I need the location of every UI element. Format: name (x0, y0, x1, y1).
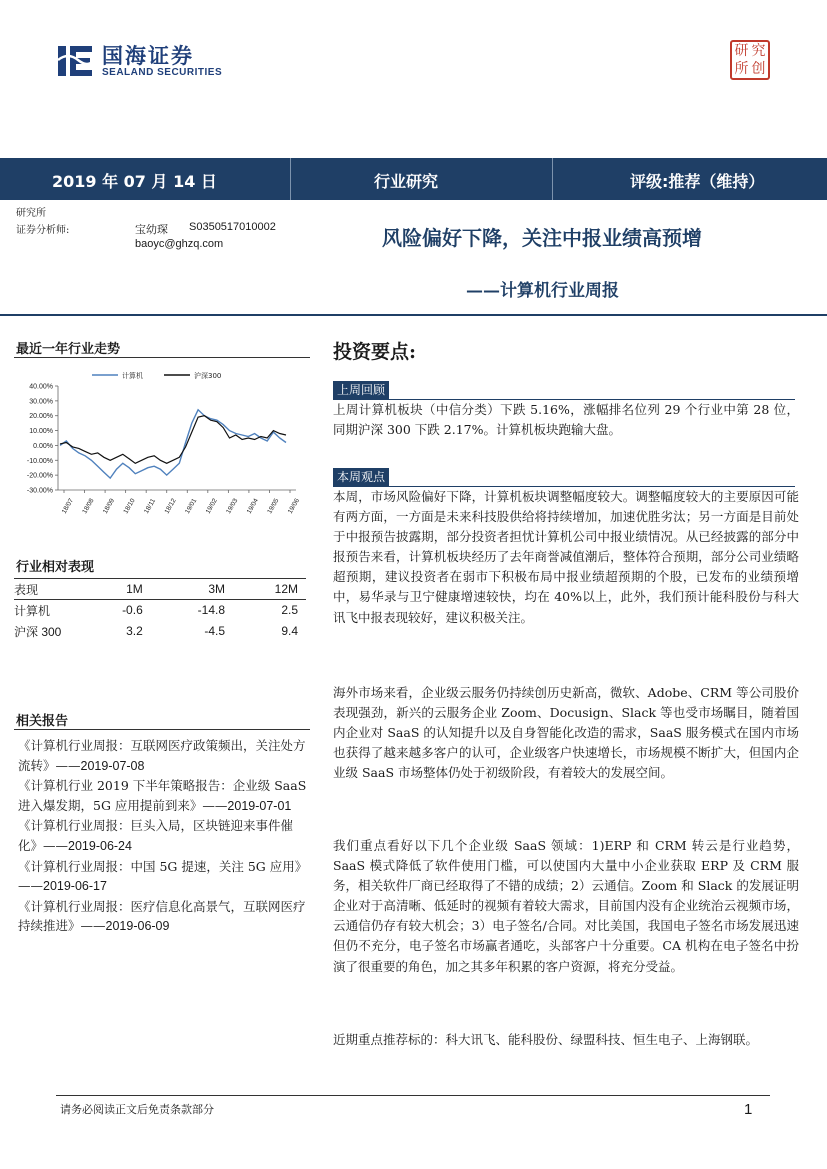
report-link-date: 2019-07-01 (227, 798, 292, 813)
x-tick-label: 18/12 (163, 497, 178, 516)
y-tick-label: 10.00% (29, 428, 53, 436)
table-row (14, 621, 306, 642)
report-link-title: 《计算机行业 2019 下半年策略报告：企业级 SaaS 进入爆发期，5G 应用提前到来》—— (18, 778, 307, 813)
footer-rule (56, 1095, 770, 1096)
report-link-title: 《计算机行业周报：中国 5G 提速，关注 5G 应用》—— (18, 858, 308, 894)
table-cell: 2.5 (281, 603, 298, 618)
report-link-title: 《计算机行业周报：医疗信息化高景气，互联网医疗持续推进》—— (18, 898, 306, 934)
y-tick-label: 30.00% (29, 398, 53, 406)
section-rule (14, 357, 310, 358)
institute-label: 研究所 (16, 208, 46, 219)
footer-disclaimer: 请务必阅读正文后免责条款部分 (60, 1103, 214, 1116)
list-item[interactable] (18, 816, 310, 856)
series-line-csi300 (60, 416, 286, 464)
view-paragraph-2: 海外市场来看，企业级云服务仍持续创历史新高，微软、Adobe、CRM 等公司股价表现强劲，新兴的云服务企业 Zoom、Docusign、Slack 等也受市场瞩目，随着国内企业对 SaaS 的认知提升以及自身智能化改造的需求，SaaS 服务模式在国内市场也获得了越来越多客户的认可，企业级客户快速增长，市场规模不断扩大，但国内企业级 SaaS 市场整体仍处于初级阶段，有着较大的发展空间。 (333, 685, 799, 781)
seal-char: 创 (751, 61, 766, 77)
report-rating: 评级:推荐（维持） (630, 172, 765, 191)
legend-label: 计算机 (122, 372, 143, 380)
y-tick-label: -20.00% (26, 472, 53, 480)
legend-label: 沪深300 (194, 372, 222, 380)
sealand-logo-icon (56, 40, 96, 80)
view-paragraph-1: 本周，市场风险偏好下降，计算机板块调整幅度较大。调整幅度较大的主要原因可能有两方面，一方面是未来科技股供给将持续增加，加速优胜劣汰；另一方面是目前处于中报预告披露期，部分投资者担忧计算机公司中报业绩情况。从已经披露的部分中报预告来看，计算机板块经历了去年商誉减值潮后，整体符合预期，部分公司业绩略超预期，建议投资者在弱市下积极布局中报业绩超预期的个股，已发布的业绩预增中，易华录与卫宁健康增速较快，均在 40%以上，此外，我们预计能科股份与科大讯飞中报表现较好，建议积极关注。 (333, 489, 799, 625)
list-item[interactable] (18, 857, 310, 897)
header-rule (0, 314, 827, 316)
analyst-role-label: 证券分析师: (16, 225, 70, 236)
key-points-heading: 投资要点: (333, 341, 417, 363)
table-cell: 9.4 (281, 624, 298, 638)
table-header-cell: 3M (151, 579, 233, 600)
logo-english-name: SEALAND SECURITIES (102, 67, 223, 78)
list-item[interactable] (18, 776, 310, 816)
analyst-name: 宝幼琛 (135, 223, 168, 236)
table-cell: 计算机 (14, 603, 51, 618)
table-header-cell: 1M (84, 579, 151, 600)
list-item[interactable] (18, 736, 310, 776)
page-number: 1 (744, 1101, 753, 1118)
banner-divider (552, 158, 553, 200)
performance-heading: 行业相对表现 (16, 560, 95, 575)
report-link-date: 2019-06-09 (105, 919, 170, 934)
x-tick-label: 18/11 (143, 497, 158, 515)
banner-divider (290, 158, 291, 200)
table-header-row (14, 579, 306, 600)
y-tick-label: 20.00% (29, 413, 53, 421)
report-subtitle: ——计算机行业周报 (466, 281, 619, 301)
report-link-date: 2019-07-08 (80, 758, 145, 773)
x-tick-label: 19/01 (184, 497, 199, 516)
y-tick-label: -30.00% (26, 487, 53, 495)
review-tag: 上周回顾 (333, 381, 389, 399)
report-title: 风险偏好下降，关注中报业绩高预增 (382, 226, 702, 250)
seal-char: 研 (734, 43, 749, 59)
table-cell: -14.8 (197, 603, 226, 618)
logo-chinese-name: 国海证券 (102, 44, 194, 68)
view-paragraph-3: 我们重点看好以下几个企业级 SaaS 领域：1)ERP 和 CRM 转云是行业趋势，SaaS 模式降低了软件使用门槛，可以使国内大量中小企业获取 ERP 及 CRM 服务，相关软件厂商已经取得了不错的成绩；2）云通信。Zoom 和 Slack 的发展证明企业对于高清晰、低延时的视频有着较大需求，目前国内没有企业统治云视频市场，云通信仍存有较大机会；3）电子签名/合同。对比美国，我国电子签名市场发展迅速但仍不充分，电子签名市场赢者通吃，头部客户十分重要。CA 机构在电子签名中扮演了很重要的角色，加之其多年积累的客户资源，将充分受益。 (333, 838, 799, 974)
x-tick-label: 18/08 (81, 497, 96, 516)
seal-char: 所 (734, 61, 749, 77)
series-line-computer (60, 410, 286, 478)
report-link-title: 《计算机行业周报：巨头入局，区块链迎来事件催化》—— (18, 818, 294, 853)
performance-table (14, 578, 306, 642)
table-header-cell: 12M (233, 579, 306, 600)
analyst-certificate: S0350517010002 (189, 221, 276, 233)
industry-trend-chart (10, 364, 302, 524)
view-tag: 本周观点 (333, 468, 389, 486)
x-tick-label: 19/06 (286, 497, 301, 516)
y-tick-label: -10.00% (26, 457, 53, 465)
table-header-cell: 表现 (14, 579, 84, 600)
x-tick-label: 19/02 (204, 497, 219, 516)
review-paragraph: 上周计算机板块（中信分类）下跌 5.16%，涨幅排名位列 29 个行业中第 28 位，同期沪深 300 下跌 2.17%。计算机板块跑输大盘。 (333, 402, 799, 438)
analyst-email[interactable]: baoyc@ghzq.com (135, 238, 224, 250)
x-tick-label: 18/07 (60, 497, 75, 516)
table-cell: 3.2 (126, 624, 143, 638)
table-row (14, 600, 306, 621)
list-item[interactable] (18, 897, 310, 937)
table-cell: -0.6 (122, 603, 143, 618)
report-link-title: 《计算机行业周报：互联网医疗政策频出，关注处方流转》—— (18, 738, 306, 773)
x-tick-label: 18/09 (101, 497, 117, 516)
research-seal (730, 40, 770, 80)
company-logo (56, 40, 266, 80)
view-paragraph-4: 近期重点推荐标的：科大讯飞、能科股份、绿盟科技、恒生电子、上海钢联。 (333, 1032, 759, 1047)
y-tick-label: 40.00% (29, 383, 53, 391)
y-tick-label: 0.00% (33, 442, 53, 450)
report-banner (0, 158, 827, 200)
table-cell: -4.5 (204, 624, 226, 638)
seal-char: 究 (751, 43, 766, 59)
related-report-list (18, 736, 310, 937)
section-rule (14, 729, 310, 730)
x-tick-label: 19/05 (266, 497, 281, 516)
x-tick-label: 19/04 (245, 497, 260, 516)
x-tick-label: 19/03 (225, 497, 240, 516)
report-link-date: 2019-06-24 (68, 838, 132, 853)
table-cell: 沪深 300 (14, 624, 62, 639)
related-heading: 相关报告 (16, 714, 69, 729)
x-tick-label: 18/10 (122, 497, 137, 516)
report-date: 2019 年 07 月 14 日 (52, 172, 217, 191)
report-sector: 行业研究 (374, 172, 439, 191)
report-link-date: 2019-06-17 (43, 879, 107, 894)
trend-heading: 最近一年行业走势 (16, 342, 121, 357)
